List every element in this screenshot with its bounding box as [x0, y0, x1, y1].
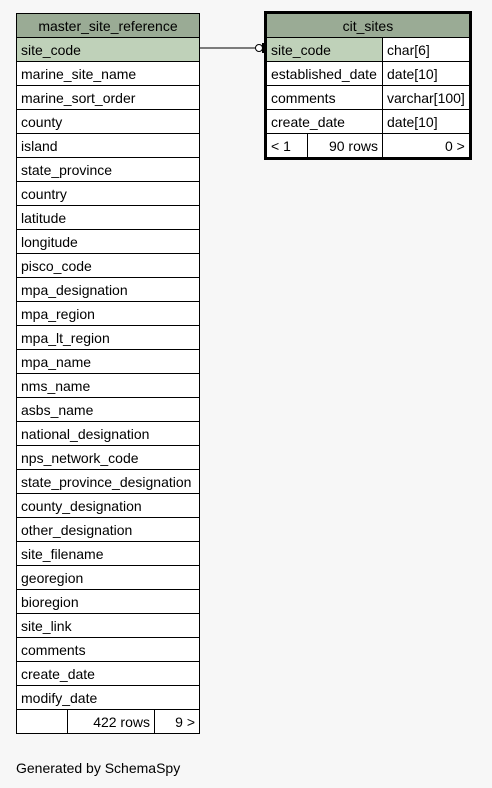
column-row[interactable]	[266, 110, 471, 134]
column-name: site_filename	[17, 542, 200, 566]
parent-count	[17, 710, 68, 734]
column-row[interactable]	[17, 566, 200, 590]
column-name: marine_sort_order	[17, 86, 200, 110]
column-name: mpa_lt_region	[17, 326, 200, 350]
column-name: site_link	[17, 614, 200, 638]
column-name: national_designation	[17, 422, 200, 446]
column-name: state_province	[17, 158, 200, 182]
row-count: 422 rows	[68, 710, 155, 734]
column-row[interactable]	[17, 302, 200, 326]
column-name: longitude	[17, 230, 200, 254]
column-name: site_code	[17, 38, 200, 62]
column-row[interactable]	[17, 110, 200, 134]
row-count: 90 rows	[308, 134, 383, 159]
column-name: country	[17, 182, 200, 206]
column-row[interactable]	[17, 158, 200, 182]
column-row[interactable]	[17, 662, 200, 686]
column-name: nps_network_code	[17, 446, 200, 470]
column-row[interactable]	[17, 230, 200, 254]
column-row[interactable]	[266, 62, 471, 86]
column-row[interactable]	[17, 86, 200, 110]
column-name: site_code	[266, 38, 383, 62]
column-row[interactable]	[17, 470, 200, 494]
column-row[interactable]	[17, 446, 200, 470]
table-footer-row	[17, 710, 200, 734]
column-name: mpa_region	[17, 302, 200, 326]
column-row[interactable]	[17, 374, 200, 398]
generated-by-label: Generated by SchemaSpy	[16, 760, 181, 776]
column-row[interactable]	[17, 182, 200, 206]
column-name: create_date	[266, 110, 383, 134]
column-name: mpa_designation	[17, 278, 200, 302]
column-type: varchar[100]	[383, 86, 471, 110]
column-name: pisco_code	[17, 254, 200, 278]
column-row[interactable]	[17, 326, 200, 350]
column-type: date[10]	[383, 62, 471, 86]
column-name: nms_name	[17, 374, 200, 398]
column-row[interactable]	[17, 62, 200, 86]
column-row[interactable]	[17, 134, 200, 158]
column-row[interactable]	[17, 422, 200, 446]
column-name: georegion	[17, 566, 200, 590]
column-row[interactable]	[17, 542, 200, 566]
column-row[interactable]	[17, 254, 200, 278]
table-title[interactable]: master_site_reference	[17, 14, 200, 38]
column-row[interactable]	[17, 350, 200, 374]
column-row[interactable]	[17, 638, 200, 662]
column-row[interactable]	[17, 614, 200, 638]
column-name: bioregion	[17, 590, 200, 614]
master-site-reference-table[interactable]	[16, 13, 200, 734]
column-name: comments	[17, 638, 200, 662]
column-name: county	[17, 110, 200, 134]
column-type: char[6]	[383, 38, 471, 62]
column-name: state_province_designation	[17, 470, 200, 494]
column-name: county_designation	[17, 494, 200, 518]
column-name: create_date	[17, 662, 200, 686]
child-count: 0 >	[383, 134, 471, 159]
column-name: asbs_name	[17, 398, 200, 422]
column-name: comments	[266, 86, 383, 110]
column-row[interactable]	[17, 38, 200, 62]
column-name: established_date	[266, 62, 383, 86]
column-row[interactable]	[17, 590, 200, 614]
column-name: other_designation	[17, 518, 200, 542]
table-footer-row	[266, 134, 471, 159]
column-row[interactable]	[17, 686, 200, 710]
column-type: date[10]	[383, 110, 471, 134]
column-row[interactable]	[266, 38, 471, 62]
child-count: 9 >	[155, 710, 200, 734]
column-row[interactable]	[17, 398, 200, 422]
column-name: marine_site_name	[17, 62, 200, 86]
column-name: modify_date	[17, 686, 200, 710]
column-name: island	[17, 134, 200, 158]
column-row[interactable]	[17, 206, 200, 230]
column-row[interactable]	[17, 494, 200, 518]
parent-count: < 1	[266, 134, 308, 159]
column-row[interactable]	[17, 278, 200, 302]
cit-sites-table[interactable]	[264, 11, 472, 160]
table-title[interactable]: cit_sites	[266, 13, 471, 38]
column-row[interactable]	[266, 86, 471, 110]
column-name: mpa_name	[17, 350, 200, 374]
column-name: latitude	[17, 206, 200, 230]
column-row[interactable]	[17, 518, 200, 542]
crowfoot-circle-icon	[256, 45, 263, 52]
